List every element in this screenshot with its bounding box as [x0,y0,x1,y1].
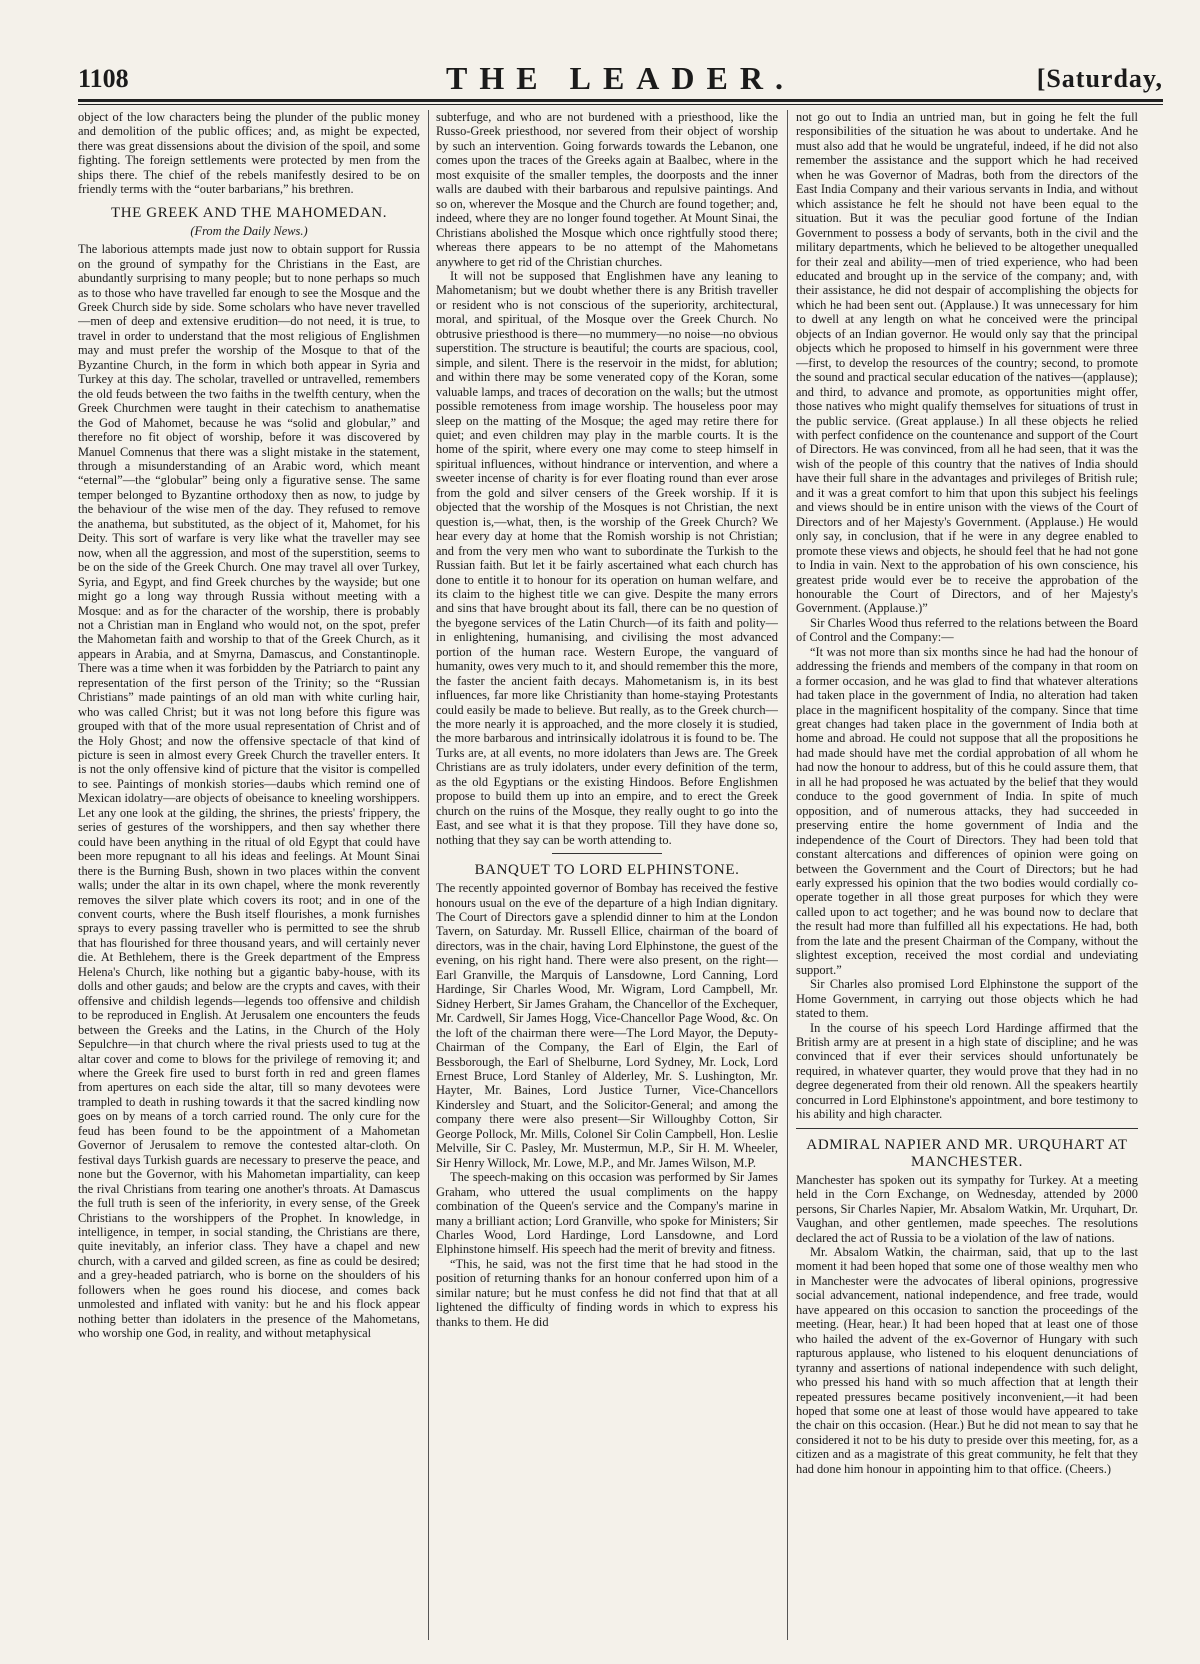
article-headline: ADMIRAL NAPIER AND MR. URQUHART AT MANCHESTER. [806,1136,1128,1170]
article-paragraph: In the course of his speech Lord Hardinge affirmed that the British army are at present in a high state of discipline; and he was convinced that if ever their services should unfortunately be required, in whatever quarter, they would prove that they had in no degree degenerated from their old renown. All the speakers heartily concurred in Lord Elphinstone's appointment, and bore testimony to his ability and high character. [796,1020,1138,1122]
column-divider [428,110,429,1640]
article-separator [796,1128,1138,1129]
article-paragraph: Sir Charles Wood thus referred to the relations between the Board of Control and the Company:— [796,615,1138,645]
masthead-rule-thick [78,99,1163,102]
article-paragraph: The speech-making on this occasion was performed by Sir James Graham, who uttered the usual compliments on the happy combination of the Queen's service and the Company's marine in many a brilliant action; Lord Granville, who spoke for Ministers; Sir Charles Wood, Lord Hardinge, Lord Lansdowne, and Lord Elphinstone himself. His speech had the merit of brevity and fitness. [436,1170,778,1257]
article-paragraph: The recently appointed governor of Bombay has received the festive honours usual on the eve of the departure of a high Indian dignitary. The Court of Directors gave a splendid dinner to him at the London Tavern, on Saturday. Mr. Russell Ellice, chairman of the board of directors, was in the chair, having Lord Elphinstone, the guest of the evening, on his right hand. There were also present, on the right—Earl Granville, the Marquis of Lansdowne, Lord Canning, Lord Hardinge, Sir Charles Wood, Mr. Wigram, Lord Campbell, Mr. Sidney Herbert, Sir James Graham, the Chancellor of the Exchequer, Mr. Cardwell, Sir James Hogg, Vice-Chancellor Page Wood, &c. On the loft of the chairman there were—The Lord Mayor, the Deputy-Chairman of the Company, the Earl of Elgin, the Earl of Bessborough, the Earl of Shelburne, Lord Sydney, Mr. Lock, Lord Ernest Bruce, Lord Stanley of Alderley, Mr. S. Lushington, Mr. Hayter, Mr. Baines, Lord Justice Turner, Vice-Chancellors Kindersley and Stuart, and the Solicitor-General; and among the company there were also present—Sir Willoughby Cotton, Sir George Pollock, Mr. Mills, Colonel Sir Colin Campbell, Hon. Leslie Melville, Sir C. Pasley, Mr. Mustermun, M.P., Sir H. M. Wheeler, Sir Henry Willock, Mr. Lowe, M.P., and Mr. James Wilson, M.P. [436,881,778,1170]
article-paragraph: subterfuge, and who are not burdened with a priesthood, like the Russo-Greek priesthood, nor severed from their object of worship by such an intervention. Going forwards towards the Lebanon, one comes upon the traces of the Greeks again at Baalbec, where in the most exquisite of the smaller temples, the doorposts and the inner walls are daubed with their barbarous and repulsive paintings. And so on, wherever the Mosque and the Church are found together; and, indeed, where they are no longer found together. At Mount Sinai, the Christians abolished the Mosque which once rightfully stood there; whereas there appears to be no attempt of the Mahometans anywhere to get rid of the Christian churches. [436,110,778,269]
article-paragraph: The laborious attempts made just now to obtain support for Russia on the ground of sympathy for the Christians in the East, are abundantly surprising to many people; but to none perhaps so much as to those who have travelled far enough to see the Mosque and the Greek Church side by side. Some scholars who have never travelled—men of deep and extensive erudition—do not need, it is true, to travel in order to understand that the most religious of Englishmen may and must prefer the worship of the Mosque to that of the Byzantine Church, in the form in which both appear in Syria and Turkey at this day. The scholar, travelled or untravelled, remembers the old feuds between the two faiths in the twelfth century, when the Greek Churchmen were taught in their catechism to anathematise the God of Mahomet, because he was “solid and globular,” and therefore no fit object of worship, before it was discovered by Manuel Comnenus that there was a slight mistake in the statement, through a misunderstanding of an Arabic word, which meant “eternal”—the “globular” being only a figurative sense. The same temper belonged to Byzantine orthodoxy then as now, to judge by the behaviour of the wise men of the day. They refused to remove the anathema, but substituted, as the object of it, Mahomet, for his Deity. This sort of warfare is very like what the traveller may see now, when all the aggression, and most of the superstition, seems to be on the side of the Greek Church. One may travel all over Turkey, Syria, and Egypt, and find Greek churches by the wayside; but one might go a long way through Russia without meeting with a Mosque: and as for the character of the worship, there is probably not a Christian man in England who would not, on the spot, prefer the Mahometan faith and worship to that of the Greek Church, as it appears in Arabia, and at Smyrna, Damascus, and Constantinople. There was a time when it was forbidden by the Patriarch to paint any representation of the first person of the Trinity; so the “Russian Christians” made paintings of an old man with white curling hair, who was called Christ; but it was not long before this figure was grouped with that of the more usual representation of Christ and of the Holy Ghost; and now the offensive spectacle of that kind of picture is seen in almost every Greek Church the traveller enters. It is not the only offensive kind of picture that the visitor is compelled to see. Paintings of monkish stories—daubs which remind one of Mexican idolatry—are objects of obeisance to kneeling worshippers. Let any one look at the gilding, the shrines, the priests' frippery, the series of gestures of the worshippers, and then say whether there could have been anything in the ritual of old Egypt that could have been more repugnant to all his ideas and feelings. At Mount Sinai there is the Burning Bush, shown in two places within the convent walls; under the altar in its own chapel, where the monk reverently removes the silver plate which covers its root; and in one of the convent courts, where the Bush itself flourishes, a monk furnishes sprays to every passing traveller who is permitted to see the shrub that has flourished for three thousand years, and will certainly never die. At Bethlehem, there is the Greek department of the Empress Helena's Church, like nothing but a gigantic baby-house, with its dolls and other gauds; and below are the crypts and caves, with their offensive and childish legends—legends too offensive and childish to be reproduced in English. At Jerusalem one encounters the feuds between the Greeks and the Latins, in the Church of the Holy Sepulchre—in that church where the rival priests used to tug at the altar cover and come to blows for the privilege of removing it; and where the Greek fire used to burst forth in red and green flames from apertures on each side the altar, till so many devotees were trampled to death in rushing towards it that the sacred kindling now goes on by means of a torch carried round. The only cure for the feud has been found to be the appointment of a Mahometan Governor of Jerusalem to remove the contested altar-cloth. On festival days Turkish guards are necessary to preserve the peace, and none but the Governor, with his Mahometan impartiality, can keep the rival Christians from tearing one another's throats. At Damascus the full truth is seen of the inferiority, in every sense, of the Greek Christians to the worshippers of the Prophet. In knowledge, in intelligence, in temper, in social standing, the Christians are there, quite inevitably, an inferior class. They have a chapel and new church, with a carved and gilded screen, as fine as could be desired; and a grey-headed patriarch, who is borne on the shoulders of his followers when he goes round his diocese, and comes back unmolested and inflated with vanity: but he and his flock appear nothing better than idolaters in the presence of the Mahometans, who worship one God, in reality, and without metaphysical [78,242,420,1341]
article-paragraph: Sir Charles also promised Lord Elphinstone the support of the Home Government, in carrying out those objects which he had stated to them. [796,977,1138,1021]
article-headline: THE GREEK AND THE MAHOMEDAN. [110,204,388,221]
article-paragraph: Mr. Absalom Watkin, the chairman, said, that up to the last moment it had been hoped that some one of those wealthy men who in Manchester were the advocates of liberal opinions, progressive social advancement, national independence, and free trade, would have appeared on this occasion to sanction the proceedings of the meeting. (Hear, hear.) It had been hoped that at least one of those who hailed the advent of the ex-Governor of Hungary with such rapturous applause, who listened to his eloquent denunciations of tyranny and assertions of national independence with such delight, who pressed his hand with so much affection that at length their repeated pressures became positively inconvenient,—it had been hoped that some one at least of those would have appeared to take the chair on this occasion. (Hear.) But he did not mean to say that he considered it not to be his duty to preside over this meeting, for, as a citizen and as a magistrate of this great community, he felt that they had done him honour in appointing him to that office. (Cheers.) [796,1244,1138,1476]
column-divider [787,110,788,1640]
article-paragraph: It will not be supposed that Englishmen have any leaning to Mahometanism; but we doubt whether there is any British traveller or resident who is not conscious of the superiority, architectural, moral, and spiritual, of the Mosque over the Greek Church. No obtrusive priesthood is there—no mummery—no noise—no obvious superstition. The structure is beautiful; the courts are spacious, cool, simple, and silent. There is the reservoir in the midst, for ablution; and within there may be some venerated copy of the Koran, some valuable lamps, and traces of decoration on the walls; but the utmost possible remoteness from image worship. The houseless poor may sleep on the matting of the Mosque; the aged may retire there for quiet; and even children may play in the marble courts. It is the home of the spirit, where every one may come to steep himself in spiritual influences, without hindrance or intervention, and where a sweeter incense of charity is for ever floating round than ever arose from the gold and silver censers of the Greek worship. If it is objected that the worship of the Mosques is not Christian, the next question is,—what, then, is the worship of the Greek Church? We hear every day at home that the Romish worship is not Christian; and from the very men who want to subordinate the Turkish to the Russian faith. But let it be fairly ascertained what each church has done to entitle it to honour for its operation on human welfare, and its claim to the highest title we can give. Despite the many errors and sins that have brought about its fall, there can be no question of the byegone services of the Latin Church—of its faith and polity—in enlightening, humanising, and civilising the most advanced portion of the human race. Western Europe, the vanguard of humanity, owes very much to it, and should remember this the more, the faster the ancient faith decays. Mahometanism is, in its best influences, far more like Christianity than home-staying Protestants could easily be made to believe. But really, as to the Greek church—the more nearly it is approached, and the more closely it is studied, the more barbarous and intrinsically idolatrous it is found to be. The Turks are, at all events, no more idolaters than Jews are. The Greek Christians are as truly idolaters, under every definition of the term, as the old Egyptians or the existing Hindoos. Before Englishmen propose to build them up into an empire, and to erect the Greek church on the ruins of the Mosque, they really ought to go into the East, and see what it is that they propose. Till they have done so, nothing that they say can be worth attending to. [436,268,778,847]
masthead-rule-thin [78,104,1163,105]
page-number: 1108 [78,64,129,93]
article-continuation: object of the low characters being the plunder of the public money and demolition of the public offices; and, as might be expected, there was great dissensions about the division of the spoil, and some fighting. The foreign settlements were protected by men from the ships there. The chief of the rebels manifestly desired to be on friendly terms with the “outer barbarians,” his brethren. [78,110,420,197]
article-quote: not go out to India an untried man, but in going he felt the full responsibilities of the situation he was about to undertake. And he must also add that he would be ungrateful, indeed, if he did not also remember the assistance and the support which he had received when he was Governor of Madras, both from the directors of the East India Company and their various servants in India, and without which assistance he felt he should not have been equal to the situation. But it was the peculiar good fortune of the Indian Government to possess a body of servants, both in the civil and the military departments, which he believed to be altogether unequalled for their zeal and ability—men of tried experience, who had been educated and brought up in the service of the company; and, with their assistance, he did not despair of accomplishing the objects for which he had been sent out. (Applause.) It was unnecessary for him to dwell at any length on what he conceived were the principal objects of an Indian governor. He would only say that the principal objects which he proposed to himself in his government were three—first, to develop the resources of the country; second, to promote the sound and practical secular education of the natives—(applause); and third, to advance and promote, as opportunities might offer, those natives who might qualify themselves for situations of trust in the public service. (Great applause.) In all these objects he relied with perfect confidence on the countenance and support of the Court of Directors. He was convinced, from all he had seen, that it was the wish of the people of this country that the natives of India should have their full share in the advantages and privileges of British rule; and it was a great comfort to him that upon this subject his feelings and views should be in entire unison with the views of the Court of Directors and of her Majesty's Government. (Applause.) He would only say, in conclusion, that if he were in any degree enabled to promote these views and objects, he should feel that he had not gone to India in vain. Next to the approbation of his own conscience, his greatest pride would ever be to receive the approbation of the honourable the Court of Directors, and of her Majesty's Government. (Applause.)” [796,110,1138,616]
paper-title: THE LEADER. [446,60,795,96]
column-3 [796,110,1138,1640]
article-quote: “It was not more than six months since he had had the honour of addressing the friends and members of the company in that room on a former occasion, and he was glad to find that whatever alterations had taken place in the government of India, no alteration had taken place in the magnificent hospitality of the company. Since that time great changes had taken place in the government of India both at home and abroad. He could not suppose that all the propositions he had made should have met the cordial approbation of all whom he had now the honour to address, but of this he could assure them, that in all he had proposed he was actuated by the belief that they would conduce to the good government of India. In spite of much opposition, and of numerous attacks, they had succeeded in preserving entire the home government of India and the independence of the Court of Directors. They had been told that constant altercations and differences of opinion were going on between the Government and the Court of Directors; but he had early expressed his opinion that the two bodies would cordially co-operate together in all those great purposes for which they were called upon to act together; and he was bound now to declare that the result had more than fulfilled all his expectations. He had, both from the late and the present Chairman of the Company, without the slightest exception, received the most cordial and undeviating support.” [796,644,1138,977]
issue-day-label: [Saturday, [1036,64,1163,93]
article-headline: BANQUET TO LORD ELPHINSTONE. [474,862,740,879]
column-2 [436,110,778,1640]
article-source: (From the Daily News.) [190,223,308,238]
article-quote: “This, he said, was not the first time that he had stood in the position of returning thanks for an honour conferred upon him of a similar nature; but he must confess he did not find that that at all lightened the difficulty of finding words in which to express his thanks to them. He did [436,1256,778,1329]
article-paragraph: Manchester has spoken out its sympathy for Turkey. At a meeting held in the Corn Exchange, on Wednesday, attended by 2000 persons, Sir Charles Napier, Mr. Absalom Watkin, Mr. Urquhart, Dr. Vaughan, and other gentlemen, made speeches. The resolutions declared the act of Russia to be a violation of the law of nations. [796,1172,1138,1245]
column-1 [78,110,420,1640]
article-separator [552,853,662,854]
